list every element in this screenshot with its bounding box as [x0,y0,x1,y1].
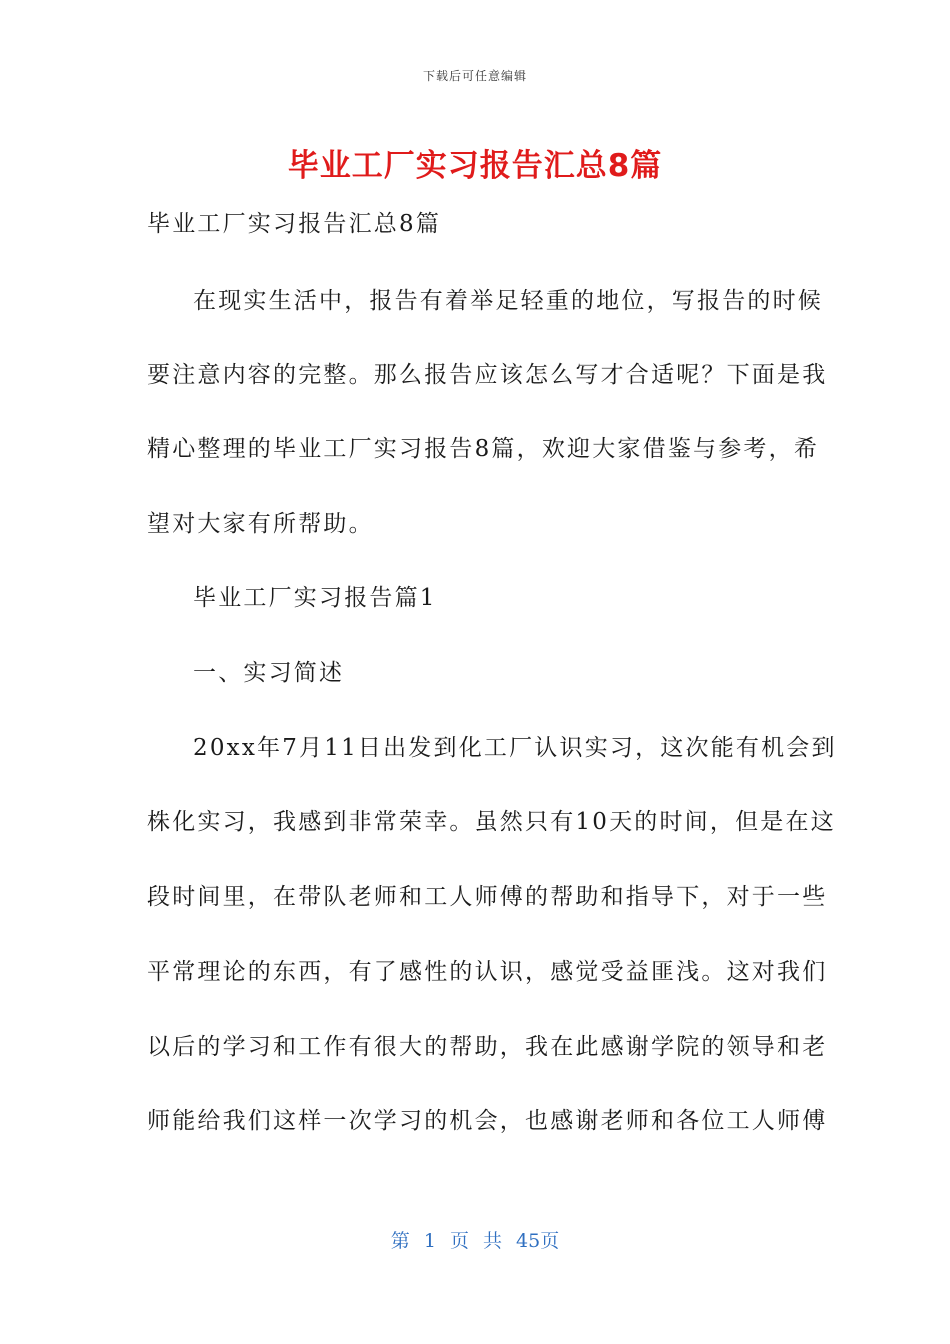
body-line: 在现实生活中，报告有着举足轻重的地位，写报告的时候 [193,288,823,314]
page-number-footer: 第 1 页 共 45页 [390,1230,560,1252]
body-line: 段时间里，在带队老师和工人师傅的帮助和指导下，对于一些 [147,884,828,910]
body-line: 精心整理的毕业工厂实习报告8篇，欢迎大家借鉴与参考，希 [147,436,820,462]
body-line: 望对大家有所帮助。 [147,511,374,537]
body-line: 以后的学习和工作有很大的帮助，我在此感谢学院的领导和老 [147,1034,828,1060]
body-line: 毕业工厂实习报告汇总8篇 [147,211,442,237]
body-line: 株化实习，我感到非常荣幸。虽然只有10天的时间，但是在这 [147,809,836,835]
body-line: 要注意内容的完整。那么报告应该怎么写才合适呢？下面是我 [147,362,828,388]
body-line: 师能给我们这样一次学习的机会，也感谢老师和各位工人师傅 [147,1108,828,1134]
section-heading: 毕业工厂实习报告篇1 [193,585,437,611]
body-line: 20xx年7月11日出发到化工厂认识实习，这次能有机会到 [193,735,837,761]
body-line: 平常理论的东西，有了感性的认识，感觉受益匪浅。这对我们 [147,959,828,985]
header-note: 下载后可任意编辑 [422,69,527,83]
subsection-heading: 一、实习简述 [193,660,345,686]
document-title: 毕业工厂实习报告汇总8篇 [287,148,663,184]
